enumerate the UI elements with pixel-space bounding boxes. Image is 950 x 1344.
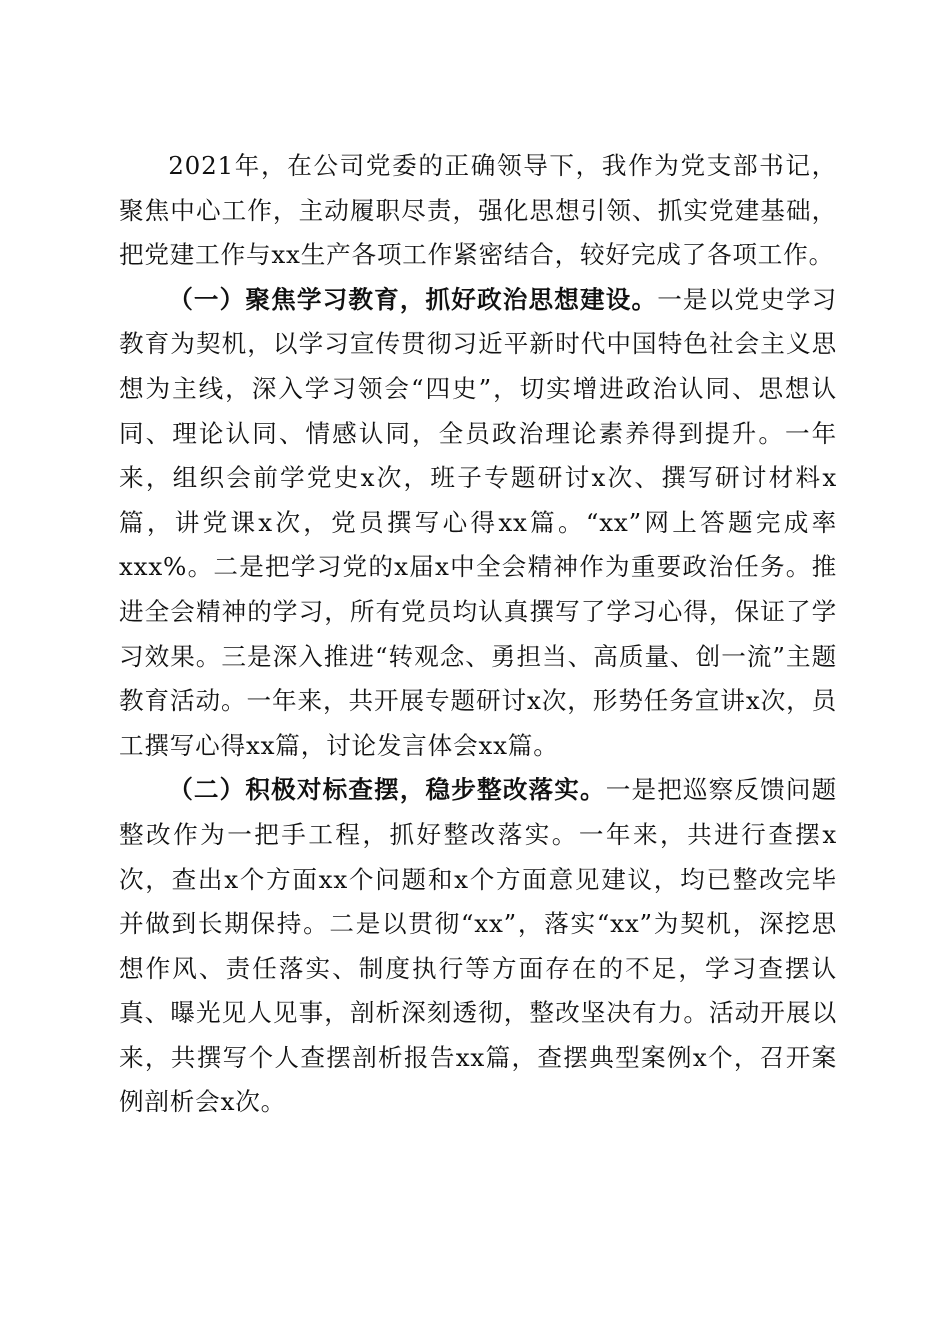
section-1-body: 一是以党史学习教育为契机，以学习宣传贯彻习近平新时代中国特色社会主义思想为主线，深入学习领会“四史”，切实增进政治认同、思想认同、理论认同、情感认同，全员政治理论素养得到提升。一年来，组织会前学党史x次，班子专题研讨x次、撰写研讨材料x篇，讲党课x次，党员撰写心得xx篇。“xx”网上答题完成率xxx%。二是把学习党的x届x中全会精神作为重要政治任务。推进全会精神的学习，所有党员均认真撰写了学习心得，保证了学习效果。三是深入推进“转观念、勇担当、高质量、创一流”主题教育活动。一年来，共开展专题研讨x次，形势任务宣讲x次，员工撰写心得xx篇，讨论发言体会xx篇。 [119,284,837,760]
intro-paragraph: 2021年，在公司党委的正确领导下，我作为党支部书记，聚焦中心工作，主动履职尽责，强化思想引领、抓实党建基础，把党建工作与xx生产各项工作紧密结合，较好完成了各项工作。 [119,151,837,270]
section-2-heading: （二）积极对标查摆，稳步整改落实。 [168,775,606,805]
section-2-paragraph [119,768,837,1125]
section-1-heading: （一）聚焦学习教育，抓好政治思想建设。 [168,284,658,314]
section-1-paragraph [119,278,837,769]
document-body [119,144,837,1125]
section-2-body: 一是把巡察反馈问题整改作为一把手工程，抓好整改落实。一年来，共进行查摆x次，查出x个方面xx个问题和x个方面意见建议，均已整改完毕并做到长期保持。二是以贯彻“xx”，落实“xx”为契机，深挖思想作风、责任落实、制度执行等方面存在的不足，学习查摆认真、曝光见人见事，剖析深刻透彻，整改坚决有力。活动开展以来，共撰写个人查摆剖析报告xx篇，查摆典型案例x个，召开案例剖析会x次。 [119,775,838,1117]
